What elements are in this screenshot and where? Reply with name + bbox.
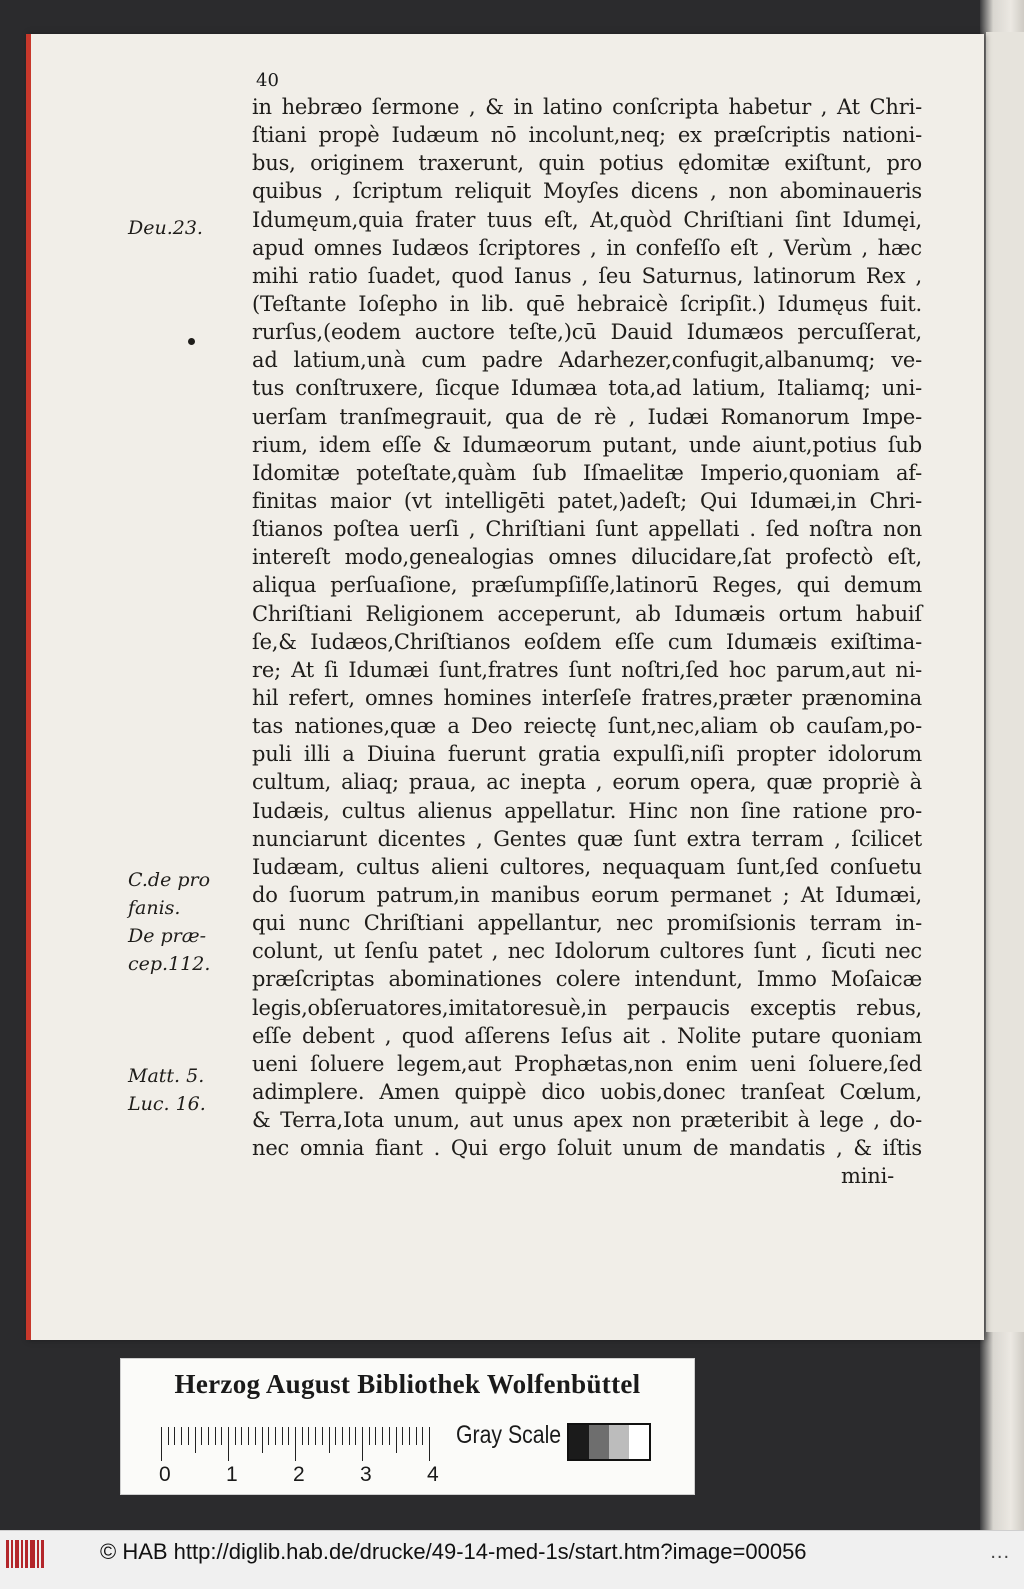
ruler-tick [349, 1427, 350, 1445]
ruler-tick [262, 1427, 263, 1453]
text-line: in hebræo ſermone , & in latino conſcripta habetur , At Chri- [252, 95, 922, 119]
ruler-tick [228, 1427, 229, 1461]
gray-swatch [589, 1425, 609, 1459]
ruler-tick [168, 1427, 169, 1445]
text-line: hil refert, omnes homines interſeſe fratres,præter prænomina [252, 685, 922, 710]
facing-page-edge [986, 32, 1024, 1332]
logo-bar [37, 1540, 39, 1568]
margin-note: cep.112. [128, 953, 211, 975]
ruler-tick [201, 1427, 202, 1445]
text-line: Chriſtiani Religionem acceperunt, ab Idumæis ortum habuiſ [252, 601, 922, 626]
text-line: præſcriptas abominationes colere intendunt, Immo Moſaicæ [252, 967, 922, 992]
ruler-tick [161, 1427, 162, 1461]
text-line: ſtiani propè Iudæum nō incolunt,neq; ex præſcriptis nationi- [252, 123, 922, 148]
logo-bar [6, 1540, 9, 1568]
text-line: quibus , ſcriptum reliquit Moyſes dicens , non abominaueris [252, 179, 922, 204]
text-line: cultum, aliaq; praua, ac inepta , eorum opera, quæ propriè à [252, 770, 922, 795]
ruler-number: 1 [226, 1463, 238, 1486]
text-line: ſe,& Iudæos,Chriſtianos eoſdem eſſe cum Idumæis exiſtima- [252, 629, 922, 654]
text-line: Idumęum,quia frater tuus eſt, At,quòd Chriſtiani ſint Idumęi, [252, 207, 922, 232]
library-title: Herzog August Bibliothek Wolfenbüttel [174, 1369, 641, 1399]
margin-dot [188, 338, 195, 345]
text-line: ueni ſoluere legem,aut Prophætas,non enim ueni ſoluere,ſed [252, 1051, 922, 1076]
ruler-tick [329, 1427, 330, 1453]
text-line: puli illi a Diuina fuerunt gratia expulſi,niſi propter idolorum [252, 742, 922, 767]
text-line: Idomitæ poteſtate,quàm ſub Iſmaelitæ Imperio,quoniam af- [252, 460, 922, 485]
ruler-tick [402, 1427, 403, 1445]
text-line: tus conſtruxere, ſicque Idumæa tota,ad latium, Italiamq; uni- [252, 376, 922, 401]
text-line: do ſuorum patrum,in manibus eorum permanet ; At Idumæi, [252, 882, 922, 907]
ruler-tick [335, 1427, 336, 1445]
ruler-tick [315, 1427, 316, 1445]
ruler-tick [235, 1427, 236, 1445]
ruler-number: 3 [360, 1463, 372, 1486]
gray-scale-label: Gray Scale [456, 1421, 562, 1449]
ruler-tick [282, 1427, 283, 1445]
ruler-tick [275, 1427, 276, 1445]
footer-bar [0, 1530, 1024, 1589]
ruler-tick [369, 1427, 370, 1445]
ruler-tick [362, 1427, 363, 1461]
ruler-tick [181, 1427, 182, 1445]
gray-swatch [629, 1425, 649, 1459]
text-line: finitas maior (vt intelligēti patet,)adeſt; Qui Idumæi,in Chri- [252, 488, 922, 513]
text-line: Iudæis, cultus alienus appellatur. Hinc non ſine ratione pro- [252, 798, 922, 823]
ruler-tick [429, 1427, 430, 1461]
ruler-tick [248, 1427, 249, 1445]
logo-bar [21, 1540, 23, 1568]
ruler-tick [308, 1427, 309, 1445]
ruler-tick [268, 1427, 269, 1445]
text-line: (Teſtante Ioſepho in lib. quē hebraicè ſcripſit.) Idumęus fuit. [252, 291, 922, 316]
text-line: aliqua perſuaſione, præſumpſiſſe,latinorū Reges, qui demum [252, 573, 922, 598]
ruler-tick [302, 1427, 303, 1445]
page-number: 40 [256, 70, 279, 91]
hab-logo-icon [6, 1540, 46, 1568]
ruler-tick [396, 1427, 397, 1453]
ruler-tick [221, 1427, 222, 1445]
text-line: apud omnes Iudæos ſcriptores , in confeſſo eſt , Verùm , hæc [252, 235, 922, 260]
gray-swatch [569, 1425, 589, 1459]
logo-bar [11, 1540, 13, 1568]
margin-note: C.de pro [128, 869, 211, 891]
color-scale-ruler [120, 1358, 695, 1495]
text-line: colunt, ut ſenſu patet , nec Idolorum cultores ſunt , ſicuti nec [252, 939, 922, 964]
logo-bar [25, 1540, 28, 1568]
text-line: uerſam tranſmegrauit, qua de rè , Iudæi Romanorum Impe- [252, 404, 922, 429]
gray-swatch [609, 1425, 629, 1459]
ruler-ticks [161, 1419, 441, 1459]
logo-bar [30, 1540, 35, 1568]
more-icon[interactable]: ... [990, 1541, 1010, 1563]
text-line: ſtianos poſtea uerſi , Chriſtiani ſunt appellati . ſed noſtra non [252, 517, 922, 542]
ruler-tick [188, 1427, 189, 1445]
margin-note: fanis. [128, 897, 181, 919]
text-line: eſſe debent , quod aſſerens Ieſus ait . Nolite putare quoniam [252, 1023, 922, 1048]
ruler-tick [422, 1427, 423, 1445]
text-line: ad latium,unà cum padre Adarhezer,confugit,albanumq; ve- [252, 348, 922, 373]
text-line: rium, idem eſſe & Idumæorum putant, unde aiunt,potius ſub [252, 432, 922, 457]
logo-bar [15, 1540, 19, 1568]
text-line: nec omnia fiant . Qui ergo ſoluit unum de mandatis , & iſtis [252, 1136, 922, 1161]
ruler-tick [174, 1427, 175, 1445]
ruler-tick [288, 1427, 289, 1445]
ruler-number: 2 [293, 1463, 305, 1486]
ruler-tick [409, 1427, 410, 1445]
margin-note: Deu.23. [128, 217, 203, 239]
margin-note: De præ- [128, 925, 207, 947]
margin-note: Luc. 16. [128, 1093, 206, 1115]
ruler-tick [355, 1427, 356, 1445]
ruler-tick [416, 1427, 417, 1445]
ruler-tick [255, 1427, 256, 1445]
ruler-tick [208, 1427, 209, 1445]
text-line: & Terra,Iota unum, aut unus apex non præteribit à lege , do- [252, 1108, 922, 1133]
text-line: bus, originem traxerunt, quin potius ędomitæ exiſtunt, pro [252, 151, 922, 176]
text-line: qui nunc Chriſtiani appellantur, nec promiſsionis terram in- [252, 911, 922, 936]
text-line: intereſt modo,genealogias omnes dilucidare,ſat profectò eſt, [252, 545, 922, 570]
ruler-tick [382, 1427, 383, 1445]
ruler-tick [375, 1427, 376, 1445]
gray-scale-swatches [567, 1423, 651, 1461]
text-line: mihi ratio ſuadet, quod Ianus , ſeu Saturnus, latinorum Rex , [252, 263, 922, 288]
ruler-number: 4 [427, 1463, 439, 1486]
text-line: tas nationes,quæ a Deo reiectę ſunt,nec,aliam ob cauſam,po- [252, 714, 922, 739]
ruler-tick [295, 1427, 296, 1461]
ruler-tick [322, 1427, 323, 1445]
ruler-number: 0 [159, 1463, 171, 1486]
text-line: nunciarunt dicentes , Gentes quæ ſunt extra terram , ſcilicet [252, 826, 922, 851]
margin-note: Matt. 5. [128, 1065, 205, 1087]
copyright-url[interactable]: © HAB http://diglib.hab.de/drucke/49-14-med-1s/start.htm?image=00056 [100, 1539, 807, 1564]
text-line: rurſus,(eodem auctore teſte,)cū Dauid Idumæos percuſſerat, [252, 320, 922, 345]
catchword: mini- [841, 1164, 894, 1189]
ruler-tick [215, 1427, 216, 1445]
text-line: Iudæam, cultus alieni cultores, nequaquam ſunt,ſed conſuetu [252, 854, 922, 879]
ruler-tick [342, 1427, 343, 1445]
text-line: legis,obſeruatores,imitatoresuè,in perpaucis exceptis rebus, [252, 995, 922, 1020]
ruler-tick [241, 1427, 242, 1445]
logo-bar [41, 1540, 44, 1568]
text-line: adimplere. Amen quippè dico uobis,donec tranſeat Cœlum, [252, 1079, 922, 1104]
ruler-tick [389, 1427, 390, 1445]
body-text [252, 93, 922, 1190]
ruler-tick [195, 1427, 196, 1453]
ruler-numbers [159, 1463, 459, 1489]
text-line: re; At ſi Idumæi ſunt,fratres ſunt noſtri,ſed hoc parum,aut ni- [252, 657, 922, 682]
